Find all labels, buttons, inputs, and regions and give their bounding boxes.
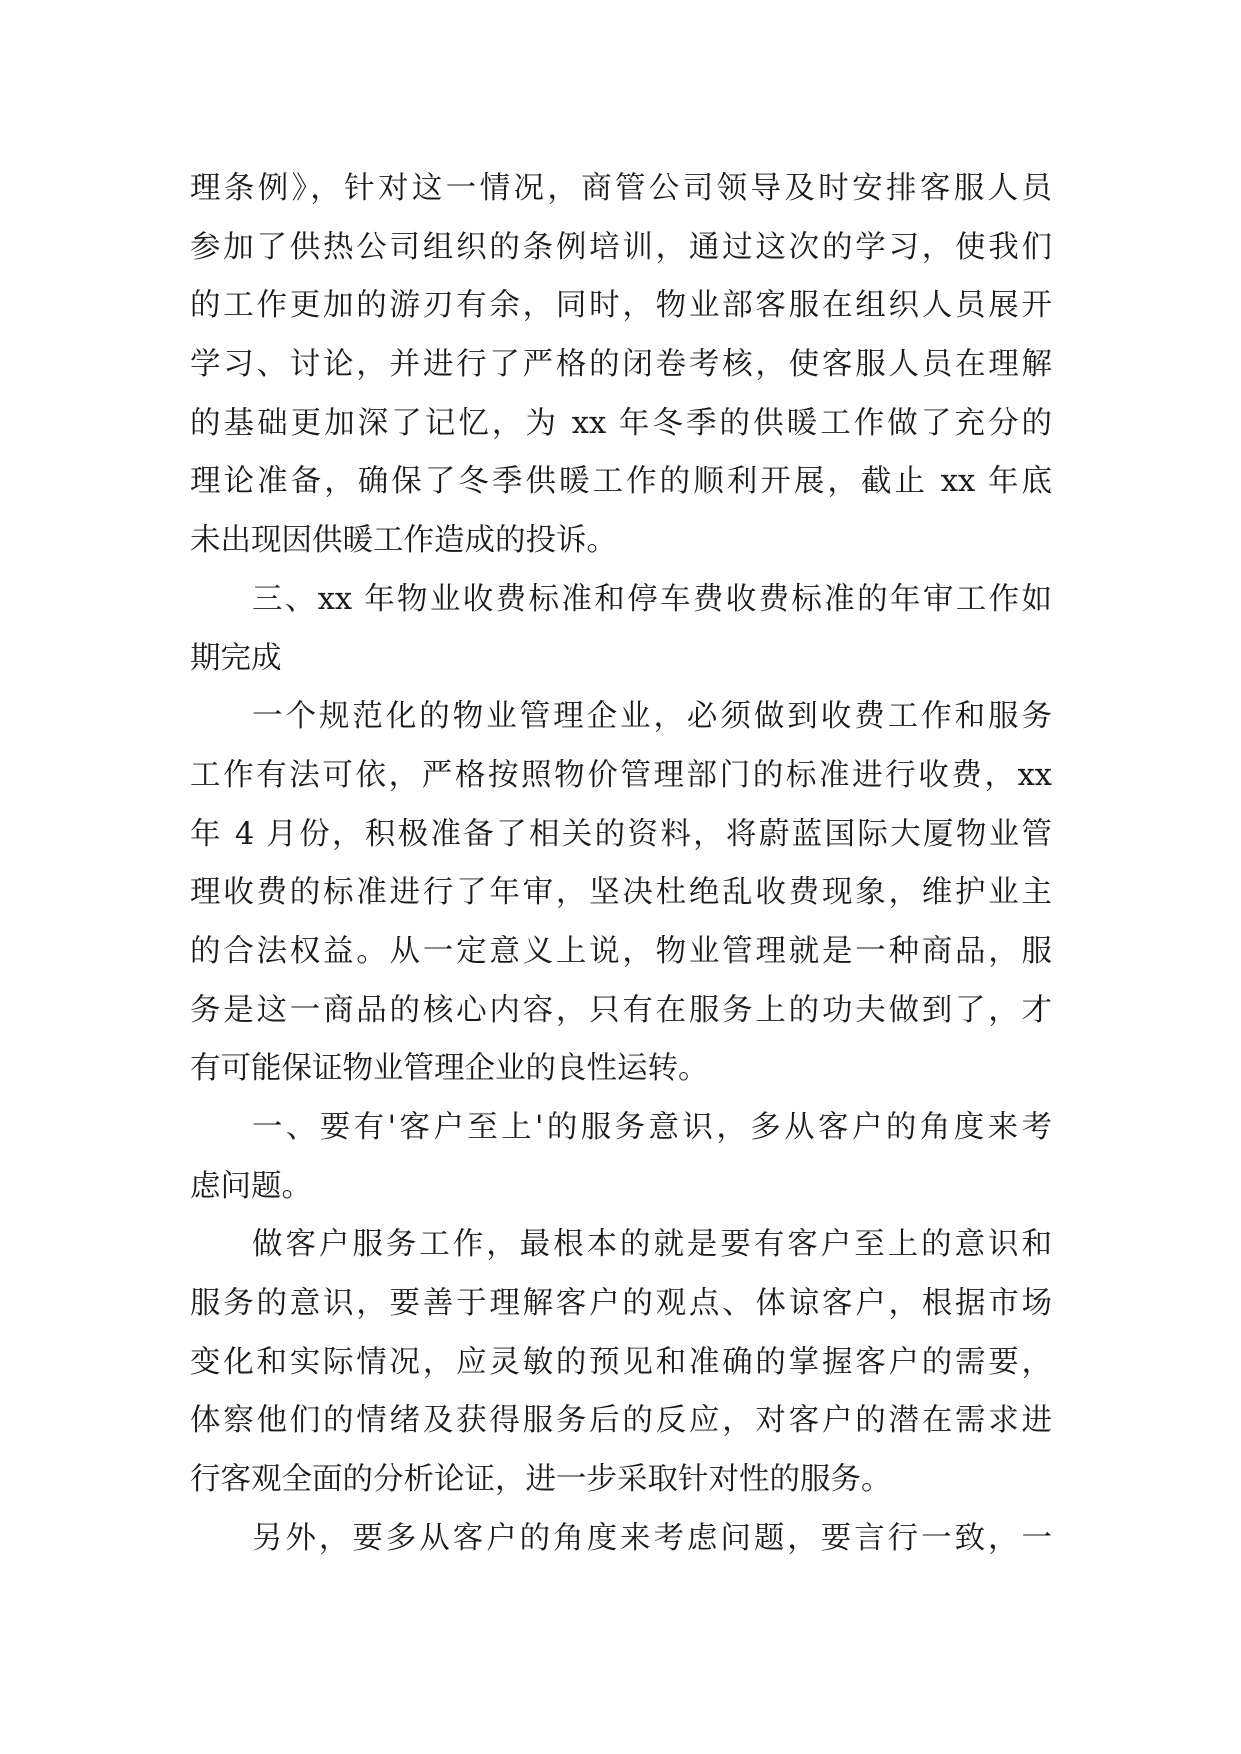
- text-line: 理条例》，针对这一情况，商管公司领导及时安排客服人员: [190, 171, 1052, 206]
- text-line: 理收费的标准进行了年审，坚决杜绝乱收费现象，维护业主: [190, 875, 1052, 911]
- text-line: 有可能保证物业管理企业的良性运转。: [190, 1051, 709, 1087]
- text-line: 的工作更加的游刃有余，同时，物业部客服在组织人员展开: [190, 288, 1052, 324]
- text-line: 变化和实际情况，应灵敏的预见和准确的掌握客户的需要，: [190, 1344, 1052, 1380]
- section-heading: 一、要有'客户至上'的服务意识，多从客户的角度来考: [252, 1110, 1052, 1145]
- text-line: 工作有法可依，严格按照物价管理部门的标准进行收费，xx: [190, 757, 1052, 793]
- text-line: 参加了供热公司组织的条例培训，通过这次的学习，使我们: [190, 229, 1052, 265]
- section-heading: 期完成: [190, 640, 282, 676]
- text-line: 的基础更加深了记忆，为 xx 年冬季的供暖工作做了充分的: [190, 405, 1052, 441]
- text-line: 年 4 月份，积极准备了相关的资料，将蔚蓝国际大厦物业管: [190, 816, 1052, 852]
- section-heading: 三、xx 年物业收费标准和停车费收费标准的年审工作如: [252, 581, 1052, 617]
- text-line: 理论准备，确保了冬季供暖工作的顺利开展，截止 xx 年底: [190, 464, 1052, 500]
- text-line: 服务的意识，要善于理解客户的观点、体谅客户，根据市场: [190, 1286, 1052, 1322]
- text-line: 行客观全面的分析论证，进一步采取针对性的服务。: [190, 1462, 892, 1498]
- section-heading: 虑问题。: [190, 1168, 312, 1204]
- text-line: 一个规范化的物业管理企业，必须做到收费工作和服务: [252, 699, 1052, 735]
- text-line: 未出现因供暖工作造成的投诉。: [190, 523, 617, 559]
- text-line: 务是这一商品的核心内容，只有在服务上的功夫做到了，才: [190, 992, 1052, 1028]
- document-body: [190, 160, 1052, 1569]
- text-line: 体察他们的情绪及获得服务后的反应，对客户的潜在需求进: [190, 1403, 1052, 1439]
- text-line: 学习、讨论，并进行了严格的闭卷考核，使客服人员在理解: [190, 347, 1052, 383]
- text-line: 的合法权益。从一定意义上说，物业管理就是一种商品，服: [190, 933, 1052, 969]
- text-line: 做客户服务工作，最根本的就是要有客户至上的意识和: [252, 1227, 1052, 1263]
- text-line: 另外，要多从客户的角度来考虑问题，要言行一致，一: [252, 1520, 1052, 1556]
